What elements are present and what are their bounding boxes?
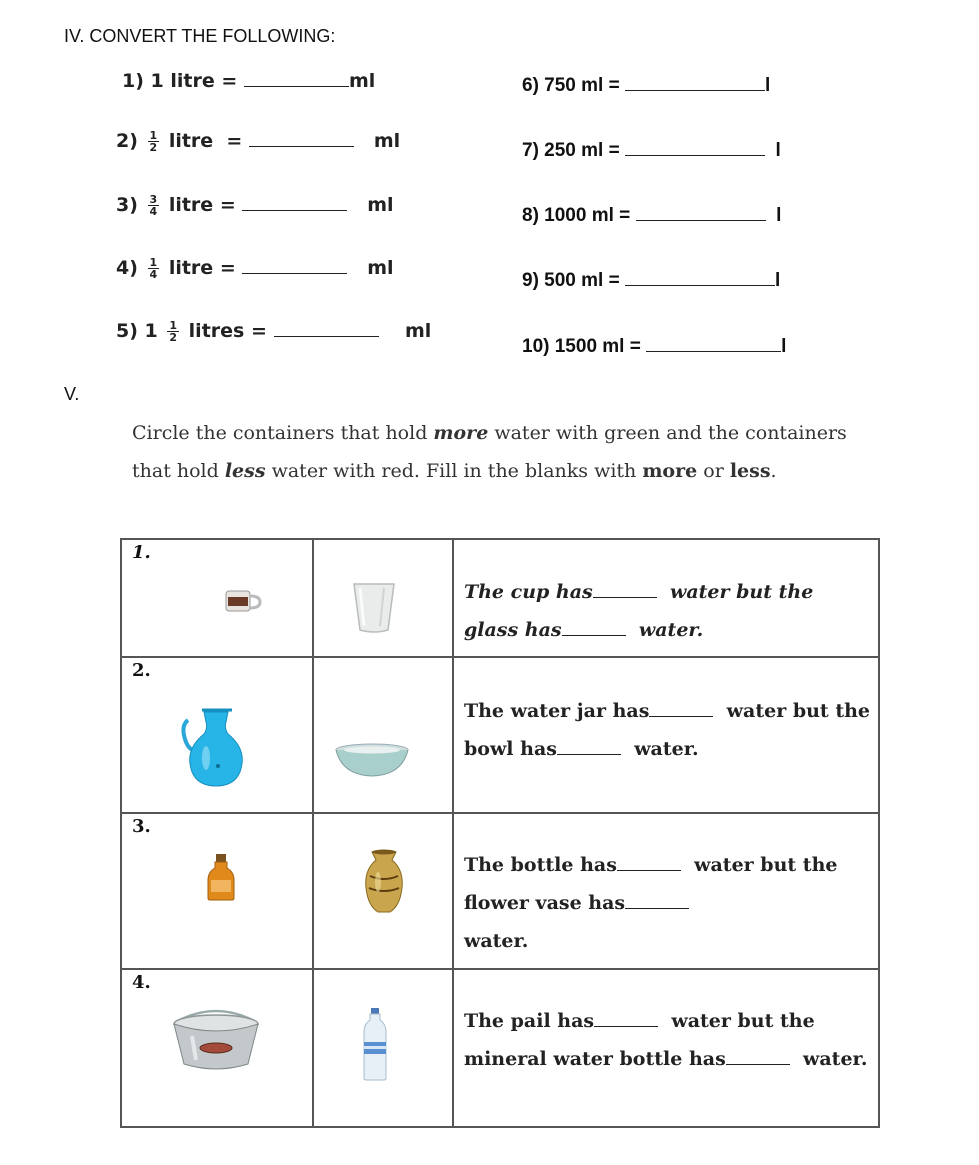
table-row bbox=[121, 539, 879, 657]
answer-blank-10[interactable] bbox=[646, 350, 781, 352]
conversion-3: 3) $\frac{3}{4}$ litre = ml bbox=[116, 193, 394, 218]
row-2-middle-cell bbox=[313, 657, 453, 813]
fraction: $\frac{1}{4}$ bbox=[149, 256, 158, 281]
instructions: Circle the containers that hold more water with green and the containers that hold less water with red. Fill in the blanks with more or less. bbox=[132, 422, 847, 482]
answer-blank-3[interactable] bbox=[242, 209, 347, 211]
fraction: $\frac{1}{2}$ bbox=[169, 319, 178, 344]
table-row bbox=[121, 813, 879, 969]
row-1-middle-cell bbox=[313, 539, 453, 657]
section-iv-title: IV. CONVERT THE FOLLOWING: bbox=[64, 26, 336, 46]
conversion-1: 1) 1 litre = ml bbox=[122, 70, 376, 92]
answer-blank-5[interactable] bbox=[274, 335, 379, 337]
fill-blank-4b[interactable] bbox=[726, 1063, 790, 1065]
fill-blank-3a[interactable] bbox=[617, 869, 681, 871]
answer-blank-8[interactable] bbox=[636, 219, 766, 221]
fill-blank-2a[interactable] bbox=[649, 715, 713, 717]
conversion-2: 2) $\frac{1}{2}$ litre = ml bbox=[116, 129, 401, 154]
conversion-6: 6) 750 ml = l bbox=[522, 75, 771, 96]
fill-blank-1b[interactable] bbox=[562, 634, 626, 636]
conversion-7: 7) 250 ml = l bbox=[522, 140, 781, 161]
row-3-sentence-cell bbox=[453, 813, 879, 969]
table-row bbox=[121, 969, 879, 1127]
answer-blank-4[interactable] bbox=[242, 272, 347, 274]
sentence-3: The bottle has water but the flower vase has water. bbox=[463, 854, 838, 952]
answer-blank-9[interactable] bbox=[625, 284, 775, 286]
sentence-2: The water jar has water but the bowl has water. bbox=[463, 700, 870, 760]
fraction: $\frac{3}{4}$ bbox=[149, 193, 158, 218]
pail-icon[interactable] bbox=[170, 1008, 262, 1077]
row-2-sentence-cell bbox=[453, 657, 879, 813]
row-3-left-cell: 3. bbox=[121, 813, 313, 969]
row-4-left-cell: 4. bbox=[121, 969, 313, 1127]
water-jar-icon[interactable] bbox=[178, 706, 258, 795]
row-1-left-cell: 1. bbox=[121, 539, 313, 657]
section-v-title: V. bbox=[64, 384, 80, 404]
glass-icon[interactable] bbox=[348, 580, 400, 641]
bottle-icon[interactable] bbox=[206, 852, 236, 907]
row-3-middle-cell bbox=[313, 813, 453, 969]
sentence-1: The cup has water but the glass has water. bbox=[463, 581, 814, 641]
answer-blank-6[interactable] bbox=[625, 89, 765, 91]
row-4-sentence-cell bbox=[453, 969, 879, 1127]
fill-blank-1a[interactable] bbox=[593, 596, 657, 598]
conversion-5: 5) 1 $\frac{1}{2}$ litres = ml bbox=[116, 319, 432, 344]
conversion-8: 8) 1000 ml = l bbox=[522, 205, 782, 226]
answer-blank-1[interactable] bbox=[244, 85, 349, 87]
fill-blank-3b[interactable] bbox=[625, 907, 689, 909]
answer-blank-7[interactable] bbox=[625, 154, 765, 156]
fraction: $\frac{1}{2}$ bbox=[149, 129, 158, 154]
row-2-left-cell: 2. bbox=[121, 657, 313, 813]
row-1-sentence-cell bbox=[453, 539, 879, 657]
mineral-water-bottle-icon[interactable] bbox=[360, 1006, 390, 1087]
answer-blank-2[interactable] bbox=[249, 145, 354, 147]
table-row bbox=[121, 657, 879, 813]
cup-icon[interactable] bbox=[224, 588, 264, 619]
fill-blank-4a[interactable] bbox=[594, 1025, 658, 1027]
conversion-9: 9) 500 ml = l bbox=[522, 270, 781, 291]
bowl-icon[interactable] bbox=[334, 743, 410, 784]
row-4-middle-cell bbox=[313, 969, 453, 1127]
conversion-10: 10) 1500 ml = l bbox=[522, 336, 787, 357]
conversion-4: 4) $\frac{1}{4}$ litre = ml bbox=[116, 256, 394, 281]
fill-blank-2b[interactable] bbox=[557, 753, 621, 755]
flower-vase-icon[interactable] bbox=[360, 848, 408, 921]
comparison-table bbox=[120, 538, 880, 1128]
sentence-4: The pail has water but the mineral water bottle has water. bbox=[463, 1010, 868, 1070]
